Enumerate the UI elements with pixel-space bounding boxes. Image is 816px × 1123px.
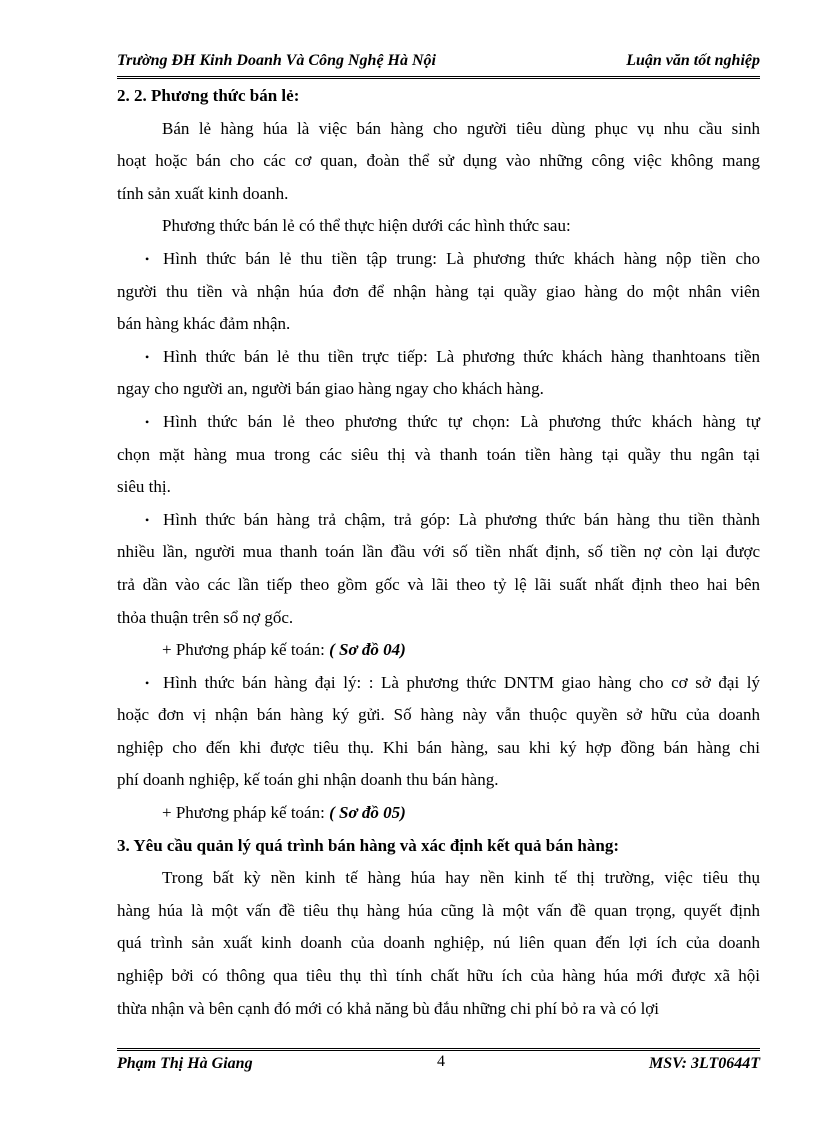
text-line: Hình thức bán lẻ thu tiền trực tiếp: Là phương thức khách hàng thanhtoans tiền [163,346,760,366]
text-line: nghiệp cho đến khi được tiêu thụ. Khi bán hàng, sau khi ký hợp đồng bán hàng chi [117,737,760,757]
footer-author-name: Phạm Thị Hà Giang [117,1055,253,1072]
bullet-icon: • [145,349,150,364]
text-line: Bán lẻ hàng húa là việc bán hàng cho người tiêu dùng phục vụ nhu cầu sinh [162,118,760,138]
text-line: tính sản xuất kinh doanh. [117,183,289,203]
text-line: trả dần vào các lần tiếp theo gồm gốc và lãi theo tỷ lệ lãi suất nhất định theo hai bên [117,574,760,594]
text-line: quá trình sản xuất kinh doanh của doanh nghiệp, nú liên quan đến lợi ích của doanh [117,933,760,953]
text-line: nghiệp bởi có thông qua tiêu thụ thì tính chất hữu ích của hàng húa mới được xã hội [117,966,760,986]
section-heading-3: 3. Yêu cầu quản lý quá trình bán hàng và xác định kết quả bán hàng: [117,835,619,855]
diagram-reference: ( Sơ đồ 04) [329,640,406,660]
page-header [117,48,760,79]
section-heading-2-2: 2. 2. Phương thức bán lẻ: [117,86,300,105]
bullet-icon: • [145,675,150,690]
text-line: siêu thị. [117,477,171,497]
bullet-icon: • [145,251,150,266]
header-school-name: Trường ĐH Kinh Doanh Và Công Nghệ Hà Nội [117,52,436,69]
text-line: Hình thức bán hàng trả chậm, trả góp: Là phương thức bán hàng thu tiền thành [163,509,760,529]
footer-student-id: MSV: 3LT0644T [649,1055,760,1072]
text-line: chọn mặt hàng mua trong các siêu thị và thanh toán tiền hàng tại quầy thu ngân tại [117,444,760,464]
paragraph-forms-intro: Phương thức bán lẻ có thể thực hiện dưới các hình thức sau: [162,216,571,236]
text-line: bán hàng khác đảm nhận. [117,314,291,334]
text-line: ngay cho người an, người bán giao hàng ngay cho khách hàng. [117,379,544,399]
bullet-direct-payment [117,341,760,406]
page-number: 4 [437,1053,445,1070]
text-line: nhiều lần, người mua thanh toán lần đầu với số tiền nhất định, số tiền nợ còn lại được [117,542,760,562]
text-line: hàng húa là một vấn đề tiêu thụ hàng húa cũng là một vấn đề quan trọng, quyết định [117,900,760,920]
text-line: Hình thức bán lẻ theo phương thức tự chọn: Là phương thức khách hàng tự [163,411,760,431]
accounting-method-label: + Phương pháp kế toán: [162,640,330,660]
accounting-method-line-1 [117,634,760,667]
text-line: thừa nhận và bên cạnh đó mới có khả năng bù đắu những chi phí bỏ ra và có lợi [117,998,660,1018]
accounting-method-label: + Phương pháp kế toán: [162,803,330,823]
text-line: Hình thức bán lẻ thu tiền tập trung: Là phương thức khách hàng nộp tiền cho [163,248,760,268]
text-line: Trong bất kỳ nền kinh tế hàng húa hay nền kinh tế thị trường, việc tiêu thụ [162,868,760,888]
text-line: người thu tiền và nhận húa đơn để nhận hàng tại quầy giao hàng do một nhân viên [117,281,760,301]
bullet-agency-sales [117,667,760,797]
paragraph-retail-definition [117,113,760,211]
bullet-self-service [117,406,760,504]
bullet-icon: • [145,512,150,527]
bullet-icon: • [145,414,150,429]
text-line: phí doanh nghiệp, kế toán ghi nhận doanh thu bán hàng. [117,770,499,790]
page-body [117,80,760,1025]
text-line: hoặc đơn vị nhận bán hàng ký gửi. Số hàng này vẫn thuộc quyền sở hữu của doanh [117,705,760,725]
paragraph-sales-importance [117,862,760,1025]
accounting-method-line-2 [117,797,760,830]
text-line: Hình thức bán hàng đại lý: : Là phương thức DNTM giao hàng cho cơ sở đại lý [163,672,760,692]
header-document-type: Luận văn tốt nghiệp [626,52,760,69]
bullet-installment [117,504,760,634]
diagram-reference: ( Sơ đồ 05) [329,803,406,823]
page-footer [117,1048,760,1077]
text-line: thỏa thuận trên sổ nợ gốc. [117,607,294,627]
bullet-centralized-payment [117,243,760,341]
text-line: hoạt hoặc bán cho các cơ quan, đoàn thể sử dụng vào những công việc không mang [117,151,760,171]
